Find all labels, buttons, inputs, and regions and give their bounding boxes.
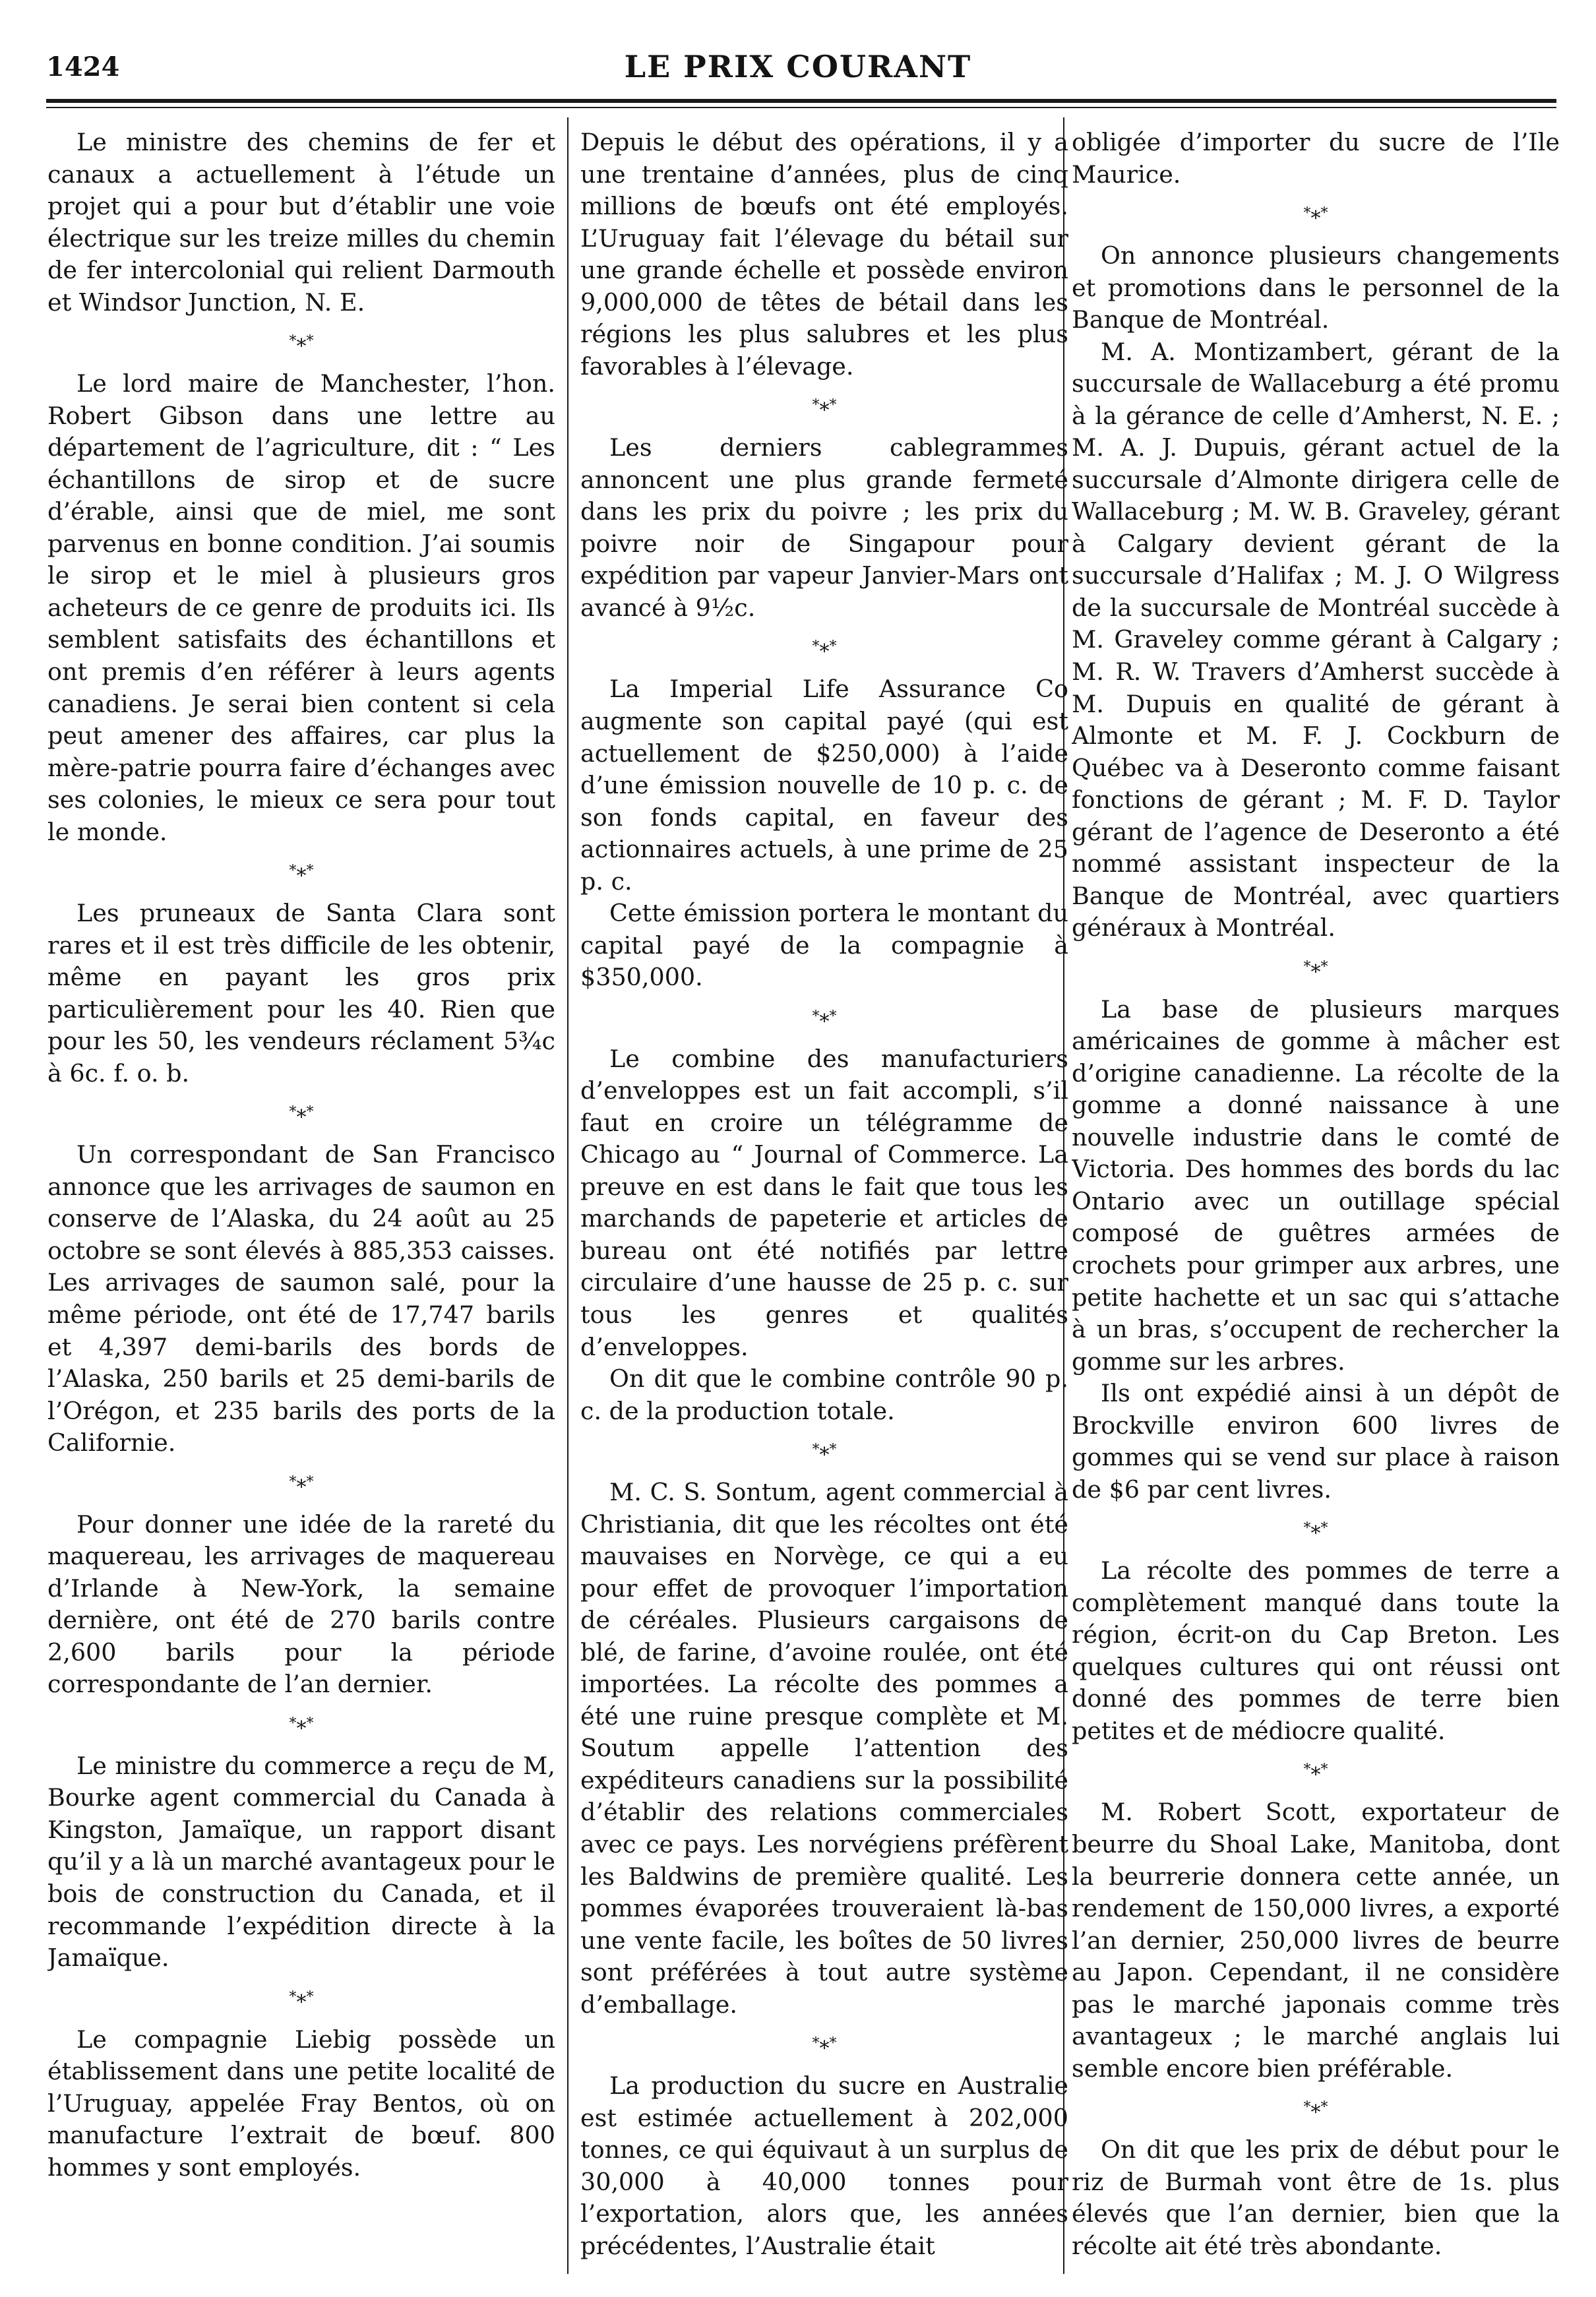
asterism-separator: *** xyxy=(1303,2099,1328,2125)
asterism-separator: *** xyxy=(1303,1761,1328,1787)
asterism-separator: *** xyxy=(289,333,314,359)
article-paragraph: Les pruneaux de Santa Clara sont rares et il est très difficile de les obtenir, même en payant les gros prix particulièrement pour les 40. Rien que pour les 50, les vendeurs réclament 5¾c à 6c. f. o. b. xyxy=(47,899,555,1087)
article-paragraph: On annonce plusieurs changements et promotions dans le personnel de la Banque de Montréal. xyxy=(1072,241,1560,334)
article-paragraph: Le ministre du commerce a reçu de M, Bourke agent commercial du Canada à Kingston, Jamaïque, un rapport disant qu’il y a là un marché avantageux pour le bois de construction du Canada, et il recommande l’expédition directe à la Jamaïque. xyxy=(47,1751,555,1973)
page-title: LE PRIX COURANT xyxy=(624,49,972,84)
asterism-separator: *** xyxy=(812,397,837,423)
column-divider xyxy=(567,117,568,2274)
article-paragraph: Ils ont expédié ainsi à un dépôt de Brockville environ 600 livres de gommes qui se vend sur place à raison de $6 par cent livres. xyxy=(1072,1379,1560,1504)
column-2 xyxy=(580,127,1068,2263)
column-3 xyxy=(1072,127,1560,2263)
article-paragraph: On dit que les prix de début pour le riz de Burmah vont être de 1s. plus élevés que l’an dernier, bien que la récolte ait été très abondante. xyxy=(1072,2135,1560,2260)
article-paragraph: La production du sucre en Australie est estimée actuellement à 202,000 tonnes, ce qui équivaut à un surplus de 30,000 à 40,000 tonnes pour l’exportation, alors que, les années précédentes, l’Australie était xyxy=(580,2071,1068,2260)
asterism-separator: *** xyxy=(289,1104,314,1130)
article-paragraph: Les derniers cablegrammes annoncent une plus grande fermeté dans les prix du poivre ; les prix du poivre noir de Singapour pour expédition par vapeur Janvier-Mars ont avancé à 9½c. xyxy=(580,433,1068,622)
article-paragraph: Le ministre des chemins de fer et canaux a actuellement à l’étude un projet qui a pour but d’établir une voie électrique sur les treize milles du chemin de fer intercolonial qui relient Darmouth et Windsor Junction, N. E. xyxy=(47,128,555,317)
article-paragraph: Cette émission portera le montant du capital payé de la compagnie à $350,000. xyxy=(580,899,1068,992)
page-number: 1424 xyxy=(46,51,120,82)
asterism-separator: *** xyxy=(812,2035,837,2061)
header-rule xyxy=(46,99,1556,103)
article-paragraph-continued: Depuis le début des opérations, il y a une trentaine d’années, plus de cinq millions de bœufs ont été employés. L’Uruguay fait l’élevage du bétail sur une grande échelle et possède environ 9,000,000 de têtes de bétail dans les régions les plus salubres et les plus favorables à l’élevage. xyxy=(580,128,1068,381)
article-paragraph: M. Robert Scott, exportateur de beurre du Shoal Lake, Manitoba, dont la beurrerie donnera cette année, un rendement de 150,000 livres, a exporté l’an dernier, 250,000 livres de beurre au Japon. Cependant, il ne considère pas le marché japonais comme très avantageux ; le marché anglais lui semble encore bien préférable. xyxy=(1072,1798,1560,2083)
article-paragraph: Pour donner une idée de la rareté du maquereau, les arrivages de maquereau d’Irlande à New-York, la semaine dernière, ont été de 270 barils contre 2,600 barils pour la période correspondante de l’an dernier. xyxy=(47,1510,555,1699)
asterism-separator: *** xyxy=(1303,205,1328,231)
article-paragraph: La Imperial Life Assurance Co augmente son capital payé (qui est actuellement de $250,000) à l’aide d’une émission nouvelle de 10 p. c. de son fonds capital, en faveur des actionnaires actuels, à une prime de 25 p. c. xyxy=(580,675,1068,896)
article-paragraph: M. A. Montizambert, gérant de la succursale de Wallaceburg a été promu à la gérance de celle d’Amherst, N. E. ; M. A. J. Dupuis, gérant actuel de la succursale d’Almonte dirigera celle de Wallaceburg ; M. W. B. Graveley, gérant à Calgary devient gérant de la succursale d’Halifax ; M. J. O Wilgress de la succursale de Montréal succède à M. Graveley comme gérant à Calgary ; M. R. W. Travers d’Amherst succède à M. Dupuis en qualité de gérant à Almonte et M. F. J. Cockburn de Québec va à Deseronto comme faisant fonctions de gérant ; M. F. D. Taylor gérant de l’agence de Deseronto a été nommé assistant inspecteur de la Banque de Montréal, avec quartiers généraux à Montréal. xyxy=(1072,337,1560,942)
article-paragraph: Un correspondant de San Francisco annonce que les arrivages de saumon en conserve de l’Alaska, du 24 août au 25 octobre se sont élevés à 885,353 caisses. Les arrivages de saumon salé, pour la même période, ont été de 17,747 barils et 4,397 demi-barils des bords de l’Alaska, 250 barils et 25 demi-barils de l’Orégon, et 235 barils des ports de la Californie. xyxy=(47,1140,555,1457)
asterism-separator: *** xyxy=(812,638,837,664)
article-paragraph: La récolte des pommes de terre a complètement manqué dans toute la région, écrit-on du Cap Breton. Les quelques cultures qui ont réussi ont donné des pommes de terre bien petites et de médiocre qualité. xyxy=(1072,1556,1560,1745)
article-paragraph: M. C. S. Sontum, agent commercial à Christiania, dit que les récoltes ont été mauvaises en Norvège, ce qui a eu pour effet de provoquer l’importation de céréales. Plusieurs cargaisons de blé, de farine, d’avoine roulée, ont été importées. La récolte des pommes a été une ruine presque complète et M. Soutum appelle l’attention des expéditeurs canadiens sur la possibilité d’établir des relations commerciales avec ce pays. Les norvégiens préfèrent les Baldwins de première qualité. Les pommes évaporées trouveraient là-bas une vente facile, les boîtes de 50 livres sont préférées à tout autre système d’emballage. xyxy=(580,1478,1068,2019)
article-paragraph: Le lord maire de Manchester, l’hon. Robert Gibson dans une lettre au département de l’agriculture, dit : “ Les échantillons de sirop et de sucre d’érable, ainsi que de miel, me sont parvenus en bonne condition. J’ai soumis le sirop et le miel à plusieurs gros acheteurs de ce genre de produits ici. Ils semblent satisfaits des échantillons et ont premis d’en référer à leurs agents canadiens. Je serai bien content si cela peut amener des affaires, car plus la mère-patrie pourra faire d’échanges avec ses colonies, le mieux ce sera pour tout le monde. xyxy=(47,369,555,846)
asterism-separator: *** xyxy=(289,1715,314,1740)
asterism-separator: *** xyxy=(1303,958,1328,984)
article-paragraph: Le combine des manufacturiers d’enveloppes est un fait accompli, s’il faut en croire un télégramme de Chicago au “ Journal of Commerce. La preuve en est dans le fait que tous les marchands de papeterie et articles de bureau ont été notifiés par lettre circulaire d’une hausse de 25 p. c. sur tous les genres et qualités d’enveloppes. xyxy=(580,1044,1068,1361)
column-1 xyxy=(47,127,555,2263)
asterism-separator: *** xyxy=(1303,1520,1328,1546)
asterism-separator: *** xyxy=(289,1988,314,2014)
article-paragraph: La base de plusieurs marques américaines de gomme à mâcher est d’origine canadienne. La récolte de la gomme a donné naissance à une nouvelle industrie dans le comté de Victoria. Des hommes des bords du lac Ontario avec un outillage spécial composé de guêtres armées de crochets pour grimper aux arbres, une petite hachette et un sac qui s’attache à un bras, s’occupent de rechercher la gomme sur les arbres. xyxy=(1072,995,1560,1376)
asterism-separator: *** xyxy=(289,1473,314,1499)
header-rule-thin xyxy=(46,107,1556,108)
article-paragraph: Le compagnie Liebig possède un établissement dans une petite localité de l’Uruguay, appelée Fray Bentos, où on manufacture l’extrait de bœuf. 800 hommes y sont employés. xyxy=(47,2025,555,2182)
article-paragraph-continued: obligée d’importer du sucre de l’Ile Maurice. xyxy=(1072,128,1560,189)
article-paragraph: On dit que le combine contrôle 90 p. c. de la production totale. xyxy=(580,1364,1068,1425)
asterism-separator: *** xyxy=(812,1008,837,1033)
asterism-separator: *** xyxy=(289,863,314,888)
asterism-separator: *** xyxy=(812,1442,837,1467)
